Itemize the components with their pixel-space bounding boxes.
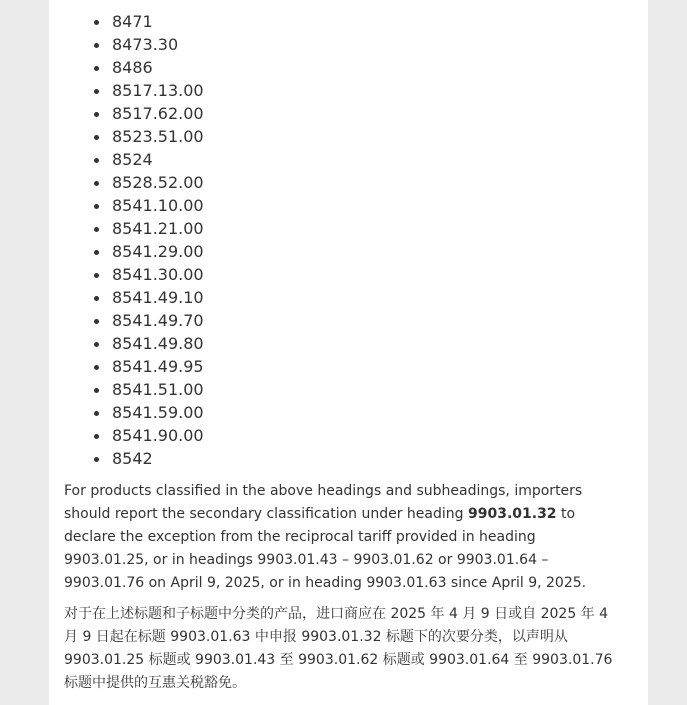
bullet-icon — [94, 66, 99, 71]
hts-code: 8541.49.95 — [112, 357, 204, 376]
list-item — [49, 56, 648, 79]
paragraph-text-after: to declare the exception from the reciprocal tariff provided in heading 9903.01.25, or in headings 9903.01.43 – 9903.01.62 or 9903.01.64 – 9903.01.76 on April 9, 2025, or in heading 9903.01.63 since April 9, 2025. — [64, 506, 587, 591]
list-item — [49, 401, 648, 424]
bullet-icon — [94, 273, 99, 278]
list-item — [49, 125, 648, 148]
page-background — [5, 0, 685, 705]
chinese-paragraph: 对于在上述标题和子标题中分类的产品，进口商应在 2025 年 4 月 9 日或自 2025 年 4 月 9 日起在标题 9903.01.63 中申报 9903.01.32 标题下的次要分类，以声明从 9903.01.25 标题或 9903.01.43 至 9903.01.62 标题或 9903.01.64 至 9903.01.76 标题中提供的互惠关税豁免。 — [64, 606, 613, 691]
bullet-icon — [94, 158, 99, 163]
bullet-icon — [94, 112, 99, 117]
hts-code: 8517.62.00 — [112, 104, 204, 123]
list-item — [49, 309, 648, 332]
hts-code: 8541.51.00 — [112, 380, 204, 399]
list-item — [49, 263, 648, 286]
bullet-icon — [94, 388, 99, 393]
hts-code: 8541.30.00 — [112, 265, 204, 284]
bullet-icon — [94, 296, 99, 301]
list-item — [49, 378, 648, 401]
bullet-icon — [94, 457, 99, 462]
list-item — [49, 240, 648, 263]
list-item — [49, 286, 648, 309]
hts-code: 8541.29.00 — [112, 242, 204, 261]
hts-code: 8541.90.00 — [112, 426, 204, 445]
bullet-icon — [94, 342, 99, 347]
list-item — [49, 33, 648, 56]
hts-code: 8541.49.10 — [112, 288, 204, 307]
bullet-icon — [94, 135, 99, 140]
hts-code: 8517.13.00 — [112, 81, 204, 100]
bullet-icon — [94, 181, 99, 186]
hts-code: 8541.49.80 — [112, 334, 204, 353]
english-paragraph — [64, 480, 624, 595]
bullet-icon — [94, 227, 99, 232]
hts-code: 8473.30 — [112, 35, 179, 54]
hts-code: 8486 — [112, 58, 153, 77]
list-item — [49, 10, 648, 33]
paragraph-text-before: For products classified in the above headings and subheadings, importers should report the secondary classification under heading — [64, 483, 583, 522]
list-item — [49, 102, 648, 125]
bullet-icon — [94, 411, 99, 416]
hts-code: 8541.49.70 — [112, 311, 204, 330]
hts-code: 8471 — [112, 12, 153, 31]
list-item — [49, 171, 648, 194]
bullet-icon — [94, 434, 99, 439]
hts-code-list — [49, 10, 648, 470]
list-item — [49, 148, 648, 171]
bullet-icon — [94, 250, 99, 255]
bullet-icon — [94, 319, 99, 324]
bullet-icon — [94, 204, 99, 209]
bullet-icon — [94, 89, 99, 94]
heading-number-bold: 9903.01.32 — [467, 506, 557, 522]
content-panel — [49, 0, 648, 705]
hts-code: 8541.10.00 — [112, 196, 204, 215]
hts-code: 8541.21.00 — [112, 219, 204, 238]
bullet-icon — [94, 20, 99, 25]
list-item — [49, 355, 648, 378]
list-item — [49, 194, 648, 217]
list-item — [49, 332, 648, 355]
list-item — [49, 424, 648, 447]
list-item — [49, 447, 648, 470]
list-item — [49, 217, 648, 240]
bullet-icon — [94, 365, 99, 370]
hts-code: 8524 — [112, 150, 153, 169]
list-item — [49, 79, 648, 102]
hts-code: 8528.52.00 — [112, 173, 204, 192]
hts-code: 8541.59.00 — [112, 403, 204, 422]
hts-code: 8542 — [112, 449, 153, 468]
bullet-icon — [94, 43, 99, 48]
hts-code: 8523.51.00 — [112, 127, 204, 146]
